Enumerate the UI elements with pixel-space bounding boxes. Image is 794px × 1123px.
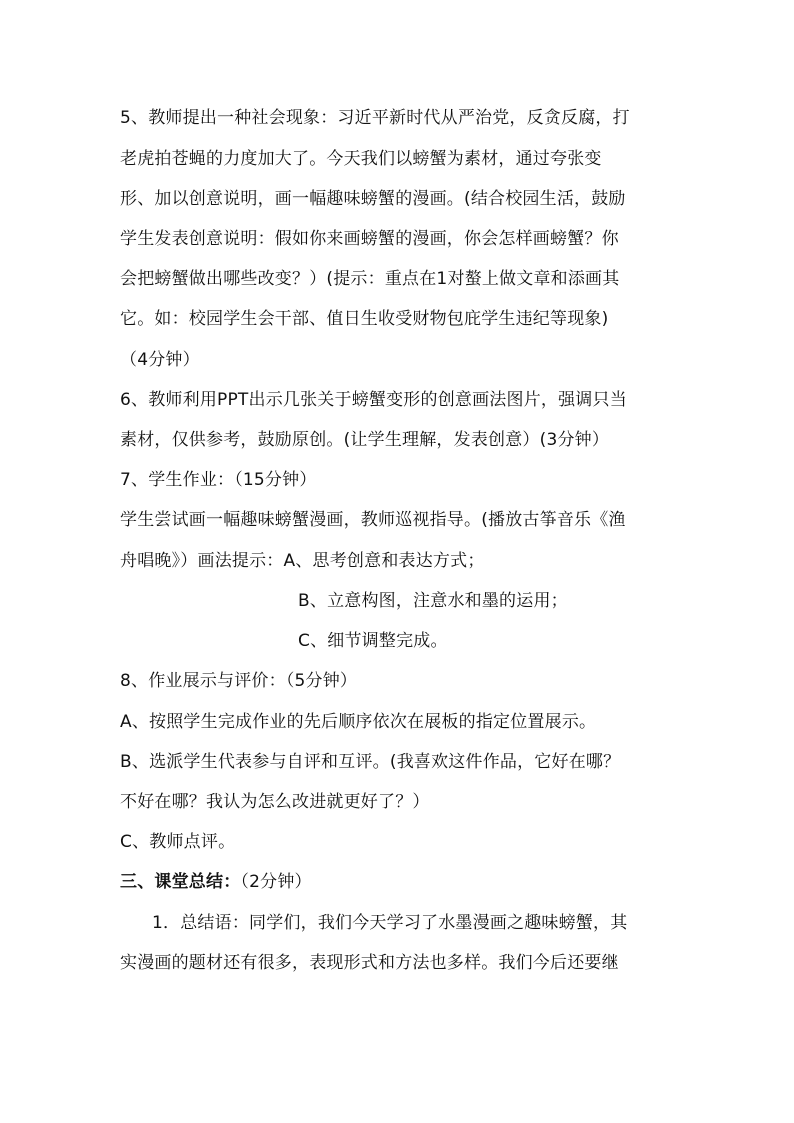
paragraph-line-12: 舟唱晚》）画法提示：A、思考创意和表达方式；: [120, 551, 485, 571]
paragraph-line-3: 形、加以创意说明，画一幅趣味螃蟹的漫画。(结合校园生活，鼓励: [120, 189, 626, 209]
paragraph-line-5: 会把螃蟹做出哪些改变？）(提示：重点在1对螯上做文章和添画其: [120, 269, 620, 289]
section-heading: 三、课堂总结：: [120, 872, 241, 892]
paragraph-line-17: B、选派学生代表参与自评和互评。(我喜欢这件作品，它好在哪？: [120, 752, 621, 772]
section-heading-line: [120, 871, 312, 893]
paragraph-line-19: C、教师点评。: [120, 832, 236, 852]
paragraph-line-6: 它。如：校园学生会干部、值日生收受财物包庇学生违纪等现象): [120, 309, 609, 329]
paragraph-line-2: 老虎拍苍蝇的力度加大了。今天我们以螃蟹为素材，通过夸张变: [120, 149, 602, 169]
paragraph-line-20: 1．总结语：同学们，我们今天学习了水墨漫画之趣味螃蟹，其: [152, 913, 628, 933]
paragraph-line-16: A、按照学生完成作业的先后顺序依次在展板的指定位置展示。: [120, 712, 597, 732]
paragraph-line-14: C、细节调整完成。: [298, 631, 448, 651]
paragraph-line-21: 实漫画的题材还有很多，表现形式和方法也多样。我们今后还要继: [120, 953, 619, 973]
paragraph-line-11: 学生尝试画一幅趣味螃蟹漫画，教师巡视指导。(播放古筝音乐《渔: [120, 510, 626, 530]
paragraph-line-15: 8、作业展示与评价：（5分钟）: [120, 671, 358, 691]
paragraph-line-13: B、立意构图，注意水和墨的运用；: [298, 591, 568, 611]
paragraph-line-10: 7、学生作业：（15分钟）: [120, 470, 317, 490]
paragraph-line-18: 不好在哪？我认为怎么改进就更好了？）: [120, 792, 430, 812]
paragraph-line-1: 5、教师提出一种社会现象：习近平新时代从严治党，反贪反腐，打: [120, 108, 630, 128]
section-duration: （2分钟）: [240, 872, 312, 892]
paragraph-line-4: 学生发表创意说明：假如你来画螃蟹的漫画，你会怎样画螃蟹？你: [120, 229, 619, 249]
paragraph-line-8: 6、教师利用PPT出示几张关于螃蟹变形的创意画法图片，强调只当: [120, 390, 627, 410]
paragraph-line-7: （4分钟）: [120, 350, 200, 370]
paragraph-line-9: 素材，仅供参考，鼓励原创。(让学生理解，发表创意）(3分钟）: [120, 430, 610, 450]
